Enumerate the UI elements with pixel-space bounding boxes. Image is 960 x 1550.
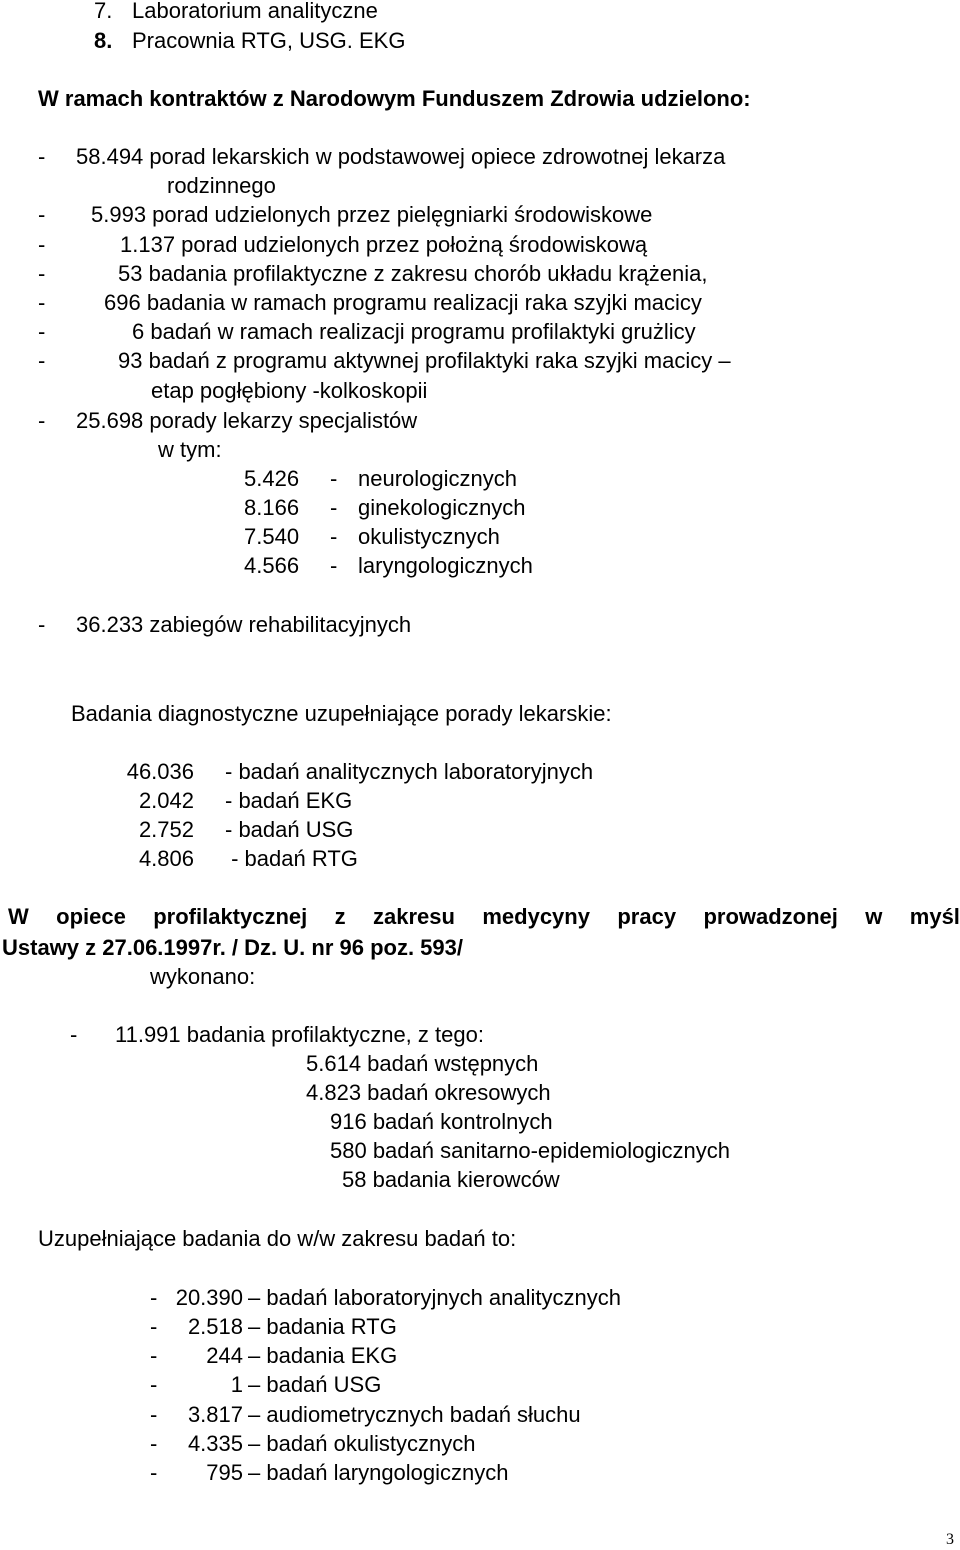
supp-label: – badań laryngologicznych — [248, 1460, 509, 1485]
specialist-row — [244, 524, 500, 549]
list-text: Pracownia RTG, USG. EKG — [132, 28, 406, 53]
supp-value: 1 — [230, 1372, 243, 1397]
specialist-value: 4.566 — [244, 553, 300, 578]
dash: - — [38, 348, 46, 373]
item-text: 6 badań w ramach realizacji programu profilaktyki grużlicy — [132, 319, 696, 344]
specialist-value: 7.540 — [244, 524, 300, 549]
supp-item — [150, 1314, 397, 1339]
specialist-value: 5.426 — [244, 466, 300, 491]
dash: - — [150, 1343, 158, 1368]
dash: - — [38, 319, 46, 344]
supp-item — [150, 1460, 509, 1485]
nfz-item-cont: w tym: — [158, 437, 222, 462]
list-number: 7. — [94, 0, 113, 23]
occupational-heading-line1 — [8, 906, 960, 928]
word: z — [334, 904, 346, 929]
nfz-item — [38, 232, 648, 257]
supp-item — [150, 1285, 622, 1310]
item-text: 93 badań z programu aktywnej profilaktyki raka szyjki macicy – — [118, 348, 731, 373]
specialist-label: ginekologicznych — [358, 495, 526, 520]
supp-item — [150, 1372, 382, 1397]
nfz-item — [38, 319, 696, 344]
specialist-value: 8.166 — [244, 495, 300, 520]
prof-item: 916 badań kontrolnych — [330, 1109, 553, 1134]
dash: - — [150, 1372, 158, 1397]
nfz-item — [38, 261, 708, 286]
supp-value: 20.390 — [175, 1285, 243, 1310]
diag-value: 2.042 — [138, 788, 194, 813]
diag-value: 2.752 — [138, 817, 194, 842]
dash: - — [150, 1460, 158, 1485]
supp-value: 2.518 — [187, 1314, 243, 1339]
supp-label: – badań okulistycznych — [248, 1431, 476, 1456]
prof-item: 580 badań sanitarno-epidemiologicznych — [330, 1138, 730, 1163]
dash: - — [70, 1022, 78, 1047]
dash: - — [150, 1431, 158, 1456]
occupational-heading-line2: Ustawy z 27.06.1997r. / Dz. U. nr 96 poz. 593/ — [2, 935, 464, 960]
specialist-row — [244, 466, 517, 491]
item-text: 696 badania w ramach programu realizacji raka szyjki macicy — [104, 290, 702, 315]
word: pracy — [617, 904, 677, 929]
diag-heading: Badania diagnostyczne uzupełniające porady lekarskie: — [71, 701, 612, 726]
word: prowadzonej — [703, 904, 838, 929]
list-item-7 — [94, 0, 378, 23]
specialist-label: neurologicznych — [358, 466, 517, 491]
nfz-item — [38, 290, 702, 315]
item-text: 1.137 porad udzielonych przez położną środowiskową — [120, 232, 648, 257]
dash: - — [38, 290, 46, 315]
word: zakresu — [373, 904, 455, 929]
specialist-label: laryngologicznych — [358, 553, 533, 578]
item-text: 58.494 porad lekarskich w podstawowej opiece zdrowotnej lekarza — [76, 144, 726, 169]
word: w — [865, 904, 883, 929]
dash: - — [38, 408, 46, 433]
specialist-row — [244, 495, 526, 520]
supp-label: – badań USG — [248, 1372, 382, 1397]
diag-value: 4.806 — [138, 846, 194, 871]
item-text: 25.698 porady lekarzy specjalistów — [76, 408, 418, 433]
supp-label: – badań laboratoryjnych analitycznych — [248, 1285, 622, 1310]
word: profilaktycznej — [153, 904, 308, 929]
item-text: 5.993 porad udzielonych przez pielęgniarki środowiskowe — [91, 202, 653, 227]
nfz-item — [38, 202, 653, 227]
word: medycyny — [482, 904, 590, 929]
dash: - — [38, 612, 46, 637]
dash: - — [150, 1402, 158, 1427]
dash: - — [150, 1285, 158, 1310]
nfz-item-cont: etap pogłębiony -kolkoskopii — [151, 378, 428, 403]
nfz-item — [38, 144, 726, 169]
specialist-label: okulistycznych — [358, 524, 500, 549]
list-text: Laboratorium analityczne — [132, 0, 378, 23]
dash: - — [330, 495, 338, 520]
supp-value: 244 — [206, 1343, 243, 1368]
supp-label: – badania RTG — [248, 1314, 397, 1339]
dash: - — [330, 524, 338, 549]
dash: - — [38, 261, 46, 286]
diag-label: - badań RTG — [225, 846, 358, 871]
dash: - — [38, 232, 46, 257]
supp-value: 795 — [206, 1460, 243, 1485]
word: opiece — [56, 904, 126, 929]
dash: - — [330, 553, 338, 578]
dash: - — [38, 202, 46, 227]
list-number: 8. — [94, 28, 113, 53]
dash: - — [330, 466, 338, 491]
item-text: 36.233 zabiegów rehabilitacyjnych — [76, 612, 412, 637]
supp-label: – badania EKG — [248, 1343, 398, 1368]
diag-label: - badań analitycznych laboratoryjnych — [225, 759, 594, 784]
supp-item — [150, 1431, 476, 1456]
dash: - — [38, 144, 46, 169]
item-text: 11.991 badania profilaktyczne, z tego: — [115, 1022, 484, 1047]
page-number: 3 — [946, 1531, 954, 1548]
word: W — [8, 904, 29, 929]
list-item-8 — [94, 28, 406, 53]
supp-value: 3.817 — [187, 1402, 243, 1427]
prof-item: 5.614 badań wstępnych — [306, 1051, 539, 1076]
diag-label: - badań USG — [225, 817, 354, 842]
supp-item — [150, 1402, 581, 1427]
nfz-item-cont: rodzinnego — [167, 173, 276, 198]
word: myśl — [909, 904, 960, 929]
dash: - — [150, 1314, 158, 1339]
occupational-performed-label: wykonano: — [150, 964, 256, 989]
diag-value: 46.036 — [126, 759, 194, 784]
prof-item: 58 badania kierowców — [342, 1167, 560, 1192]
prof-item: 4.823 badań okresowych — [306, 1080, 551, 1105]
prof-total — [70, 1022, 484, 1047]
nfz-item — [38, 348, 731, 373]
item-text: 53 badania profilaktyczne z zakresu chorób układu krążenia, — [118, 261, 708, 286]
diag-label: - badań EKG — [225, 788, 353, 813]
supp-item — [150, 1343, 398, 1368]
nfz-heading: W ramach kontraktów z Narodowym Funduszem Zdrowia udzielono: — [38, 86, 751, 111]
supp-heading: Uzupełniające badania do w/w zakresu badań to: — [38, 1226, 517, 1251]
supp-label: – audiometrycznych badań słuchu — [248, 1402, 581, 1427]
specialist-row — [244, 553, 533, 578]
supp-value: 4.335 — [187, 1431, 243, 1456]
rehab-item — [38, 612, 412, 637]
nfz-item — [38, 408, 418, 433]
